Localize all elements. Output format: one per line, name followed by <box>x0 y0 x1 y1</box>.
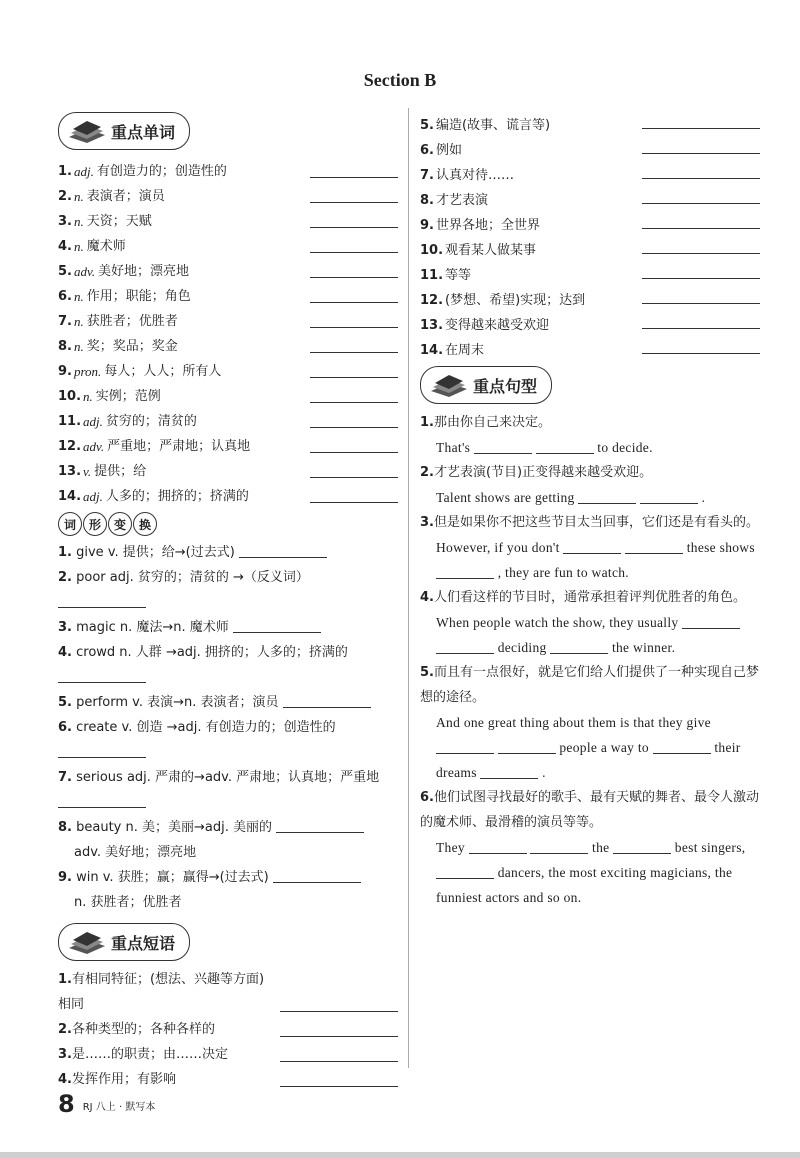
item-text: 等等 <box>445 268 472 283</box>
answer-blank[interactable] <box>682 614 740 629</box>
word-forms-banner-char: 换 <box>133 512 157 536</box>
answer-blank[interactable] <box>58 793 146 808</box>
answer-blank[interactable] <box>530 839 588 854</box>
sentence-item <box>420 510 760 585</box>
answer-blank[interactable] <box>310 188 398 203</box>
phrase-item <box>420 308 760 333</box>
item-text-continued: adv. 美好地；漂亮地 <box>74 845 197 860</box>
phrase-item <box>58 1017 398 1042</box>
item-text-continued: n. 获胜者；优胜者 <box>74 895 182 910</box>
english-text: , they are fun to watch. <box>497 565 629 580</box>
item-number: 6. <box>420 143 434 158</box>
answer-blank[interactable] <box>469 839 527 854</box>
vocab-item <box>58 256 398 281</box>
word-forms-banner <box>58 512 157 536</box>
item-number: 7. <box>58 770 72 785</box>
word-form-item <box>58 865 398 915</box>
item-number: 1. <box>58 545 72 560</box>
item-text: create v. 创造 →adj. 有创造力的；创造性的 <box>76 720 336 735</box>
item-number: 4. <box>58 645 72 660</box>
sentence-item <box>420 785 760 910</box>
english-text: these shows <box>686 540 755 555</box>
item-text: poor adj. 贫穷的；清贫的 →（反义词） <box>76 570 309 585</box>
item-text: crowd n. 人群 →adj. 拥挤的；人多的；挤满的 <box>76 645 348 660</box>
item-text: 贫穷的；清贫的 <box>105 414 197 429</box>
answer-blank[interactable] <box>310 238 398 253</box>
word-form-item <box>58 565 398 615</box>
english-text: When people watch the show, they usually <box>436 615 679 630</box>
item-text: serious adj. 严肃的→adv. 严肃地；认真地；严重地 <box>76 770 380 785</box>
chinese-text: 那由你自己来决定。 <box>433 415 551 430</box>
item-number: 4. <box>58 1072 72 1087</box>
phrase-item <box>58 1042 398 1067</box>
answer-blank[interactable] <box>625 539 683 554</box>
sentence-chinese <box>420 460 760 485</box>
sentence-english <box>420 435 760 460</box>
phrase-text-wrap <box>58 967 268 1017</box>
phrases-list-continued <box>420 108 760 358</box>
item-text: 美好地；漂亮地 <box>98 264 190 279</box>
sentence-english <box>420 610 760 660</box>
answer-blank[interactable] <box>642 164 760 179</box>
item-number: 3. <box>58 214 72 229</box>
answer-blank[interactable] <box>536 439 594 454</box>
vocab-item <box>58 356 398 381</box>
answer-blank[interactable] <box>310 438 398 453</box>
vocab-list <box>58 156 398 506</box>
word-forms-banner-char: 形 <box>83 512 107 536</box>
answer-blank[interactable] <box>280 1022 398 1037</box>
item-text: 世界各地；全世界 <box>435 218 540 233</box>
item-number: 13. <box>420 318 444 333</box>
english-text: And one great thing about them is that they give <box>436 715 711 730</box>
phrase-item <box>58 1067 398 1092</box>
sentence-chinese <box>420 510 760 535</box>
vocab-banner-label: 重点单词 <box>111 122 176 142</box>
item-text: 作用；职能；角色 <box>86 289 191 304</box>
answer-blank[interactable] <box>642 214 760 229</box>
item-number: 11. <box>420 268 444 283</box>
item-text: beauty n. 美；美丽→adj. 美丽的 <box>76 820 272 835</box>
answer-blank[interactable] <box>283 693 371 708</box>
part-of-speech: adv. <box>83 439 105 454</box>
item-text: 例如 <box>435 143 462 158</box>
word-form-item <box>58 640 398 690</box>
vocab-item <box>58 456 398 481</box>
answer-blank[interactable] <box>498 739 556 754</box>
item-text: 获胜者；优胜者 <box>86 314 178 329</box>
item-text: 实例；范例 <box>95 389 161 404</box>
item-text: 有相同特征；(想法、兴趣等方面)相同 <box>58 972 265 1012</box>
item-text: 人多的；拥挤的；挤满的 <box>105 489 249 504</box>
answer-blank[interactable] <box>642 289 760 304</box>
answer-blank[interactable] <box>310 413 398 428</box>
part-of-speech: n. <box>73 189 84 204</box>
answer-blank[interactable] <box>239 543 327 558</box>
english-text: . <box>701 490 706 505</box>
part-of-speech: adj. <box>83 414 103 429</box>
word-forms-list <box>58 540 398 915</box>
part-of-speech: pron. <box>73 364 102 379</box>
english-text: the <box>592 840 610 855</box>
item-number: 5. <box>58 264 72 279</box>
item-number: 8. <box>58 820 72 835</box>
left-column <box>58 108 398 1092</box>
item-number: 5. <box>420 665 434 680</box>
item-number: 9. <box>58 870 72 885</box>
item-text: 魔术师 <box>86 239 126 254</box>
answer-blank[interactable] <box>550 639 608 654</box>
item-number: 2. <box>420 465 434 480</box>
item-text: 提供；给 <box>94 464 147 479</box>
item-number: 12. <box>420 293 444 308</box>
phrase-item <box>420 108 760 133</box>
sentences-banner <box>420 366 552 404</box>
part-of-speech: n. <box>73 289 84 304</box>
answer-blank[interactable] <box>642 314 760 329</box>
item-number: 3. <box>420 515 434 530</box>
word-forms-banner-char: 词 <box>58 512 82 536</box>
answer-blank[interactable] <box>436 739 494 754</box>
vocab-item <box>58 206 398 231</box>
answer-blank[interactable] <box>653 739 711 754</box>
part-of-speech: n. <box>73 239 84 254</box>
answer-blank[interactable] <box>642 239 760 254</box>
sentence-item <box>420 660 760 785</box>
item-text: 有创造力的；创造性的 <box>96 164 227 179</box>
item-number: 2. <box>58 189 72 204</box>
english-text: dancers, the most exciting magicians, the funniest actors and so on. <box>436 865 733 905</box>
answer-blank[interactable] <box>563 539 621 554</box>
word-form-item <box>58 690 398 715</box>
item-text: 严重地；严肃地；认真地 <box>107 439 251 454</box>
answer-blank[interactable] <box>310 488 398 503</box>
sentence-chinese <box>420 410 760 435</box>
item-number: 10. <box>420 243 444 258</box>
bottom-bar <box>0 1152 800 1158</box>
item-text: 变得越来越受欢迎 <box>445 318 550 333</box>
sentences-banner-label: 重点句型 <box>473 376 538 396</box>
item-number: 2. <box>58 1022 72 1037</box>
book-icon <box>67 928 107 956</box>
item-text: 奖；奖品；奖金 <box>86 339 178 354</box>
english-text: the winner. <box>611 640 676 655</box>
part-of-speech: adj. <box>83 489 103 504</box>
item-text: 天资；天赋 <box>86 214 152 229</box>
vocab-item <box>58 331 398 356</box>
vocab-item <box>58 431 398 456</box>
item-number: 10. <box>58 389 82 404</box>
english-text: They <box>436 840 465 855</box>
column-divider <box>408 108 409 1068</box>
word-form-item <box>58 715 398 765</box>
sentence-item <box>420 460 760 510</box>
item-text: 表演者；演员 <box>86 189 165 204</box>
answer-blank[interactable] <box>640 489 698 504</box>
english-text: people a way to <box>559 740 649 755</box>
word-form-item <box>58 615 398 640</box>
part-of-speech: n. <box>83 389 93 404</box>
sentence-chinese <box>420 785 760 835</box>
vocab-item <box>58 306 398 331</box>
vocab-item <box>58 406 398 431</box>
part-of-speech: v. <box>83 464 92 479</box>
english-text: to decide. <box>597 440 653 455</box>
answer-blank[interactable] <box>578 489 636 504</box>
item-number: 5. <box>58 695 72 710</box>
phrase-text-wrap <box>58 1067 268 1092</box>
english-text: deciding <box>497 640 547 655</box>
sentence-english <box>420 485 760 510</box>
vocab-item <box>58 231 398 256</box>
answer-blank[interactable] <box>642 264 760 279</box>
answer-blank[interactable] <box>310 463 398 478</box>
answer-blank[interactable] <box>310 363 398 378</box>
answer-blank[interactable] <box>310 388 398 403</box>
page-footer <box>58 1090 155 1118</box>
phrases-banner <box>58 923 190 961</box>
answer-blank[interactable] <box>436 639 494 654</box>
part-of-speech: adj. <box>73 164 94 179</box>
english-text: That's <box>436 440 471 455</box>
item-number: 9. <box>58 364 72 379</box>
vocab-item <box>58 381 398 406</box>
item-number: 3. <box>58 620 72 635</box>
phrase-item <box>420 158 760 183</box>
word-form-item <box>58 815 398 865</box>
right-column <box>420 108 760 910</box>
item-number: 8. <box>58 339 72 354</box>
item-text: win v. 获胜；赢；赢得→(过去式) <box>76 870 269 885</box>
item-text: 观看某人做某事 <box>445 243 537 258</box>
vocab-item <box>58 281 398 306</box>
sentence-chinese <box>420 585 760 610</box>
chinese-text: 才艺表演(节目)正变得越来越受欢迎。 <box>433 465 653 480</box>
item-number: 7. <box>58 314 72 329</box>
answer-blank[interactable] <box>642 339 760 354</box>
answer-blank[interactable] <box>276 818 364 833</box>
phrase-text-wrap <box>58 1042 268 1067</box>
item-number: 1. <box>58 164 72 179</box>
phrase-item <box>420 258 760 283</box>
word-form-item <box>58 540 398 565</box>
item-text: 才艺表演 <box>435 193 488 208</box>
item-number: 12. <box>58 439 82 454</box>
vocab-item <box>58 481 398 506</box>
book-icon <box>67 117 107 145</box>
sentence-english <box>420 710 760 785</box>
word-form-item <box>58 765 398 815</box>
chinese-text: 但是如果你不把这些节目太当回事，它们还是有看头的。 <box>433 515 759 530</box>
item-number: 8. <box>420 193 434 208</box>
answer-blank[interactable] <box>280 997 398 1012</box>
item-number: 4. <box>420 590 434 605</box>
english-text: . <box>542 765 546 780</box>
sentence-chinese <box>420 660 760 710</box>
answer-blank[interactable] <box>310 163 398 178</box>
item-text: 各种类型的；各种各样的 <box>71 1022 215 1037</box>
chinese-text: 而且有一点很好，就是它们给人们提供了一种实现自己梦想的途径。 <box>420 665 759 705</box>
phrase-item <box>420 333 760 358</box>
part-of-speech: adv. <box>73 264 96 279</box>
word-forms-banner-char: 变 <box>108 512 132 536</box>
item-text: 每人；人人；所有人 <box>104 364 222 379</box>
footer-text: RJ 八上 · 默写本 <box>82 1102 156 1113</box>
item-text: 在周末 <box>445 343 485 358</box>
item-number: 11. <box>58 414 82 429</box>
vocab-item <box>58 181 398 206</box>
phrase-item <box>420 283 760 308</box>
answer-blank[interactable] <box>642 189 760 204</box>
item-number: 14. <box>420 343 444 358</box>
answer-blank[interactable] <box>58 593 146 608</box>
item-text: give v. 提供；给→(过去式) <box>76 545 235 560</box>
english-text: best singers, <box>674 840 746 855</box>
english-text: However, if you don't <box>436 540 560 555</box>
item-text: perform v. 表演→n. 表演者；演员 <box>76 695 279 710</box>
answer-blank[interactable] <box>58 743 146 758</box>
item-number: 2. <box>58 570 72 585</box>
chinese-text: 他们试图寻找最好的歌手、最有天赋的舞者、最令人激动的魔术师、最滑稽的演员等等。 <box>420 790 759 830</box>
answer-blank[interactable] <box>613 839 671 854</box>
phrase-text-wrap <box>58 1017 268 1042</box>
english-text: Talent shows are getting <box>436 490 575 505</box>
answer-blank[interactable] <box>280 1047 398 1062</box>
item-number: 1. <box>58 972 72 987</box>
sentence-item <box>420 585 760 660</box>
sentences-list <box>420 410 760 910</box>
answer-blank[interactable] <box>58 668 146 683</box>
item-number: 6. <box>420 790 434 805</box>
item-number: 13. <box>58 464 82 479</box>
item-number: 14. <box>58 489 82 504</box>
item-number: 1. <box>420 415 434 430</box>
phrases-list <box>58 967 398 1092</box>
item-number: 7. <box>420 168 434 183</box>
item-text: magic n. 魔法→n. 魔术师 <box>76 620 229 635</box>
item-text: 编造(故事、谎言等) <box>435 118 551 133</box>
book-icon <box>429 371 469 399</box>
item-text: 发挥作用；有影响 <box>71 1072 176 1087</box>
page-number: 8 <box>58 1090 75 1118</box>
sentence-english <box>420 535 760 585</box>
item-number: 3. <box>58 1047 72 1062</box>
item-text: (梦想、希望)实现；达到 <box>445 293 586 308</box>
part-of-speech: n. <box>73 314 84 329</box>
vocab-item <box>58 156 398 181</box>
item-number: 9. <box>420 218 434 233</box>
answer-blank[interactable] <box>310 263 398 278</box>
answer-blank[interactable] <box>474 439 532 454</box>
phrase-item <box>420 183 760 208</box>
sentence-item <box>420 410 760 460</box>
answer-blank[interactable] <box>310 313 398 328</box>
answer-blank[interactable] <box>310 288 398 303</box>
phrases-banner-label: 重点短语 <box>111 933 176 953</box>
sentence-english <box>420 835 760 910</box>
phrase-item <box>420 233 760 258</box>
answer-blank[interactable] <box>436 864 494 879</box>
answer-blank[interactable] <box>233 618 321 633</box>
phrase-item <box>420 208 760 233</box>
item-text: 是……的职责；由……决定 <box>71 1047 228 1062</box>
item-text: 认真对待…… <box>435 168 514 183</box>
answer-blank[interactable] <box>280 1072 398 1087</box>
phrase-item <box>420 133 760 158</box>
answer-blank[interactable] <box>642 139 760 154</box>
english-text: their dreams <box>436 740 741 780</box>
chinese-text: 人们看这样的节目时，通常承担着评判优胜者的角色。 <box>433 590 746 605</box>
answer-blank[interactable] <box>310 338 398 353</box>
phrase-item <box>58 967 398 1017</box>
item-number: 5. <box>420 118 434 133</box>
item-number: 6. <box>58 720 72 735</box>
answer-blank[interactable] <box>436 564 494 579</box>
vocab-banner <box>58 112 190 150</box>
answer-blank[interactable] <box>642 114 760 129</box>
page-title: Section B <box>363 70 437 90</box>
item-number: 6. <box>58 289 72 304</box>
answer-blank[interactable] <box>273 868 361 883</box>
part-of-speech: n. <box>73 214 84 229</box>
answer-blank[interactable] <box>480 764 538 779</box>
item-number: 4. <box>58 239 72 254</box>
part-of-speech: n. <box>73 339 84 354</box>
answer-blank[interactable] <box>310 213 398 228</box>
